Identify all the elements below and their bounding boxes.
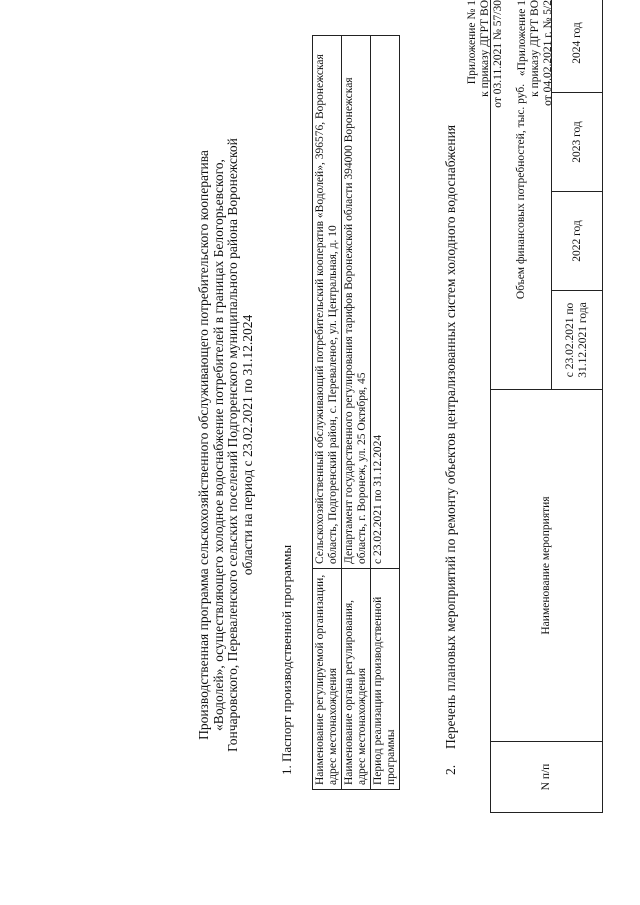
header-period: с 23.02.2021 по 31.12.2021 года	[552, 291, 603, 390]
table-row	[342, 36, 371, 790]
table-header-row	[491, 0, 552, 813]
passport-table	[312, 35, 400, 790]
header-period: 2023 год	[552, 93, 603, 192]
annex-line: к приказу ДГРТ ВО	[479, 0, 491, 97]
header-name: Наименование мероприятия	[491, 390, 603, 742]
document-title	[197, 95, 255, 795]
annex-line: Приложение № 1	[466, 0, 478, 85]
table-row	[371, 36, 400, 790]
plan-table	[490, 0, 603, 813]
annex-line: от 04.02.2021 г. № 5/2	[542, 0, 554, 106]
title-line: «Водолей», осуществляющего холодное водоснабжение потребителей в границах Белогорьевского,	[210, 159, 226, 731]
table-cell-label: Наименование органа регулирования, адрес местонахождения	[342, 569, 371, 790]
header-finance: Объем финансовых потребностей, тыс. руб.	[491, 0, 552, 390]
header-period: 2022 год	[552, 192, 603, 291]
title-line: области на период с 23.02.2021 по 31.12.2024	[239, 314, 255, 576]
table-cell-value: с 23.02.2021 по 31.12.2024	[371, 36, 400, 569]
section1-heading: 1. Паспорт производственной программы	[279, 544, 294, 775]
title-line: Производственная программа сельскохозяйственного обслуживающего потребительского кооператива	[196, 150, 211, 740]
annex-line: от 03.11.2021 № 57/30	[492, 0, 504, 108]
table-row	[313, 36, 342, 790]
annex-line: к приказу ДГРТ ВО	[529, 0, 541, 97]
header-num: N п/п	[491, 742, 603, 813]
title-line: Гончаровского, Переваленского сельских поселений Подгоренского муниципального района Воронежской	[225, 138, 240, 752]
table-cell-label: Наименование регулируемой организации, адрес местонахождения	[313, 569, 342, 790]
annex-line: «Приложение 1	[516, 0, 528, 77]
section2-number: 2.	[443, 764, 458, 775]
table-cell-value: Сельскохозяйственный обслуживающий потребительский кооператив «Водолей», 396576, Воронежская область, Подгоренский район, с. Переваленое, ул. Центральная, д. 10	[313, 36, 342, 569]
table-cell-value: Департамент государственного регулирования тарифов Воронежской области 394000 Воронежская область, г. Воронеж, ул. 25 Октября, 45	[342, 36, 371, 569]
section2-heading	[443, 35, 458, 775]
table-cell-label: Период реализации производственной программы	[371, 569, 400, 790]
section2-text: Перечень плановых мероприятий по ремонту объектов централизованных систем холодного водоснабжения	[443, 124, 458, 749]
header-period: 2024 год	[552, 0, 603, 93]
